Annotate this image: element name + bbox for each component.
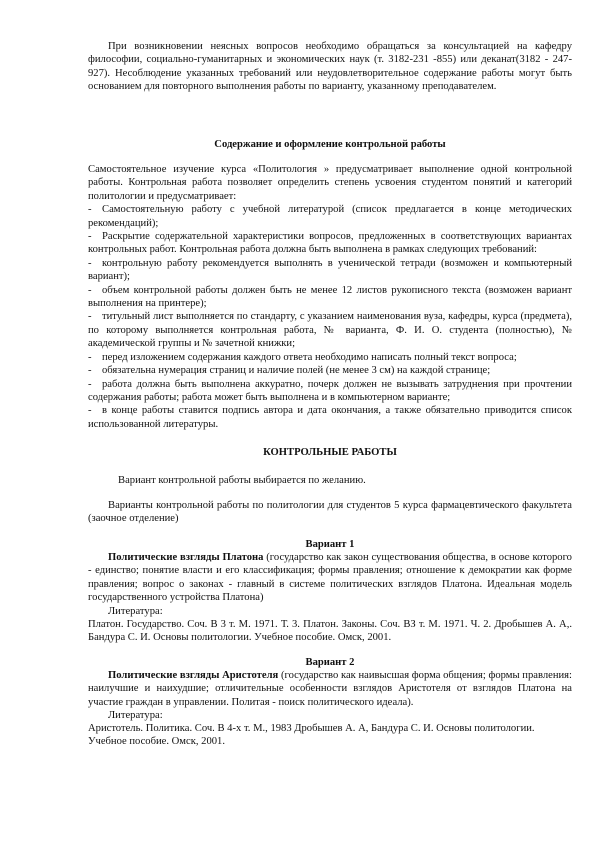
list-dash: -: [88, 365, 92, 377]
section-heading: Содержание и оформление контрольной работы: [214, 139, 446, 150]
requirement-item: [88, 351, 572, 364]
variant2-literature-label: Литература:: [108, 710, 163, 721]
requirement-text: Самостоятельную работу с учебной литературой (список предлагается в конце методических рекомендаций);: [88, 204, 572, 229]
choice-paragraph: Вариант контрольной работы выбирается по желанию.: [118, 475, 366, 486]
variant2-topic: Политические взгляды Аристотеля: [108, 670, 279, 681]
requirement-item: [88, 310, 572, 350]
requirement-item: [88, 203, 572, 230]
variant1-literature-label: Литература:: [108, 606, 163, 617]
requirement-item: [88, 284, 572, 311]
requirement-text: в конце работы ставится подпись автора и дата окончания, а также обязательно приводится список использованной литературы.: [88, 405, 572, 430]
requirement-text: объем контрольной работы должен быть не менее 12 листов рукописного текста (возможен вариант выполнения на принтере);: [88, 284, 572, 310]
requirement-text: контрольную работу рекомендуется выполнять в ученической тетради (возможен и компьютерный вариант);: [88, 257, 572, 283]
requirement-text: титульный лист выполняется по стандарту, с указанием наименования вуза, кафедры, курса (предмета), по которому выполняется контрольная работа, № варианта, Ф. И. О. студента (полностью), № академической группы и № зачетной книжки;: [88, 311, 572, 350]
list-dash: -: [88, 351, 92, 363]
intro-paragraph: При возникновении неясных вопросов необходимо обращаться за консультацией на кафедру философии, социально-гуманитарных и экономических наук (т. 3182-231 -855) или деканат(3182 - 247-927). Несоблюдение указанных требований или неудовлетворительное содержание работы могут быть основанием для повторного выполнения работы по варианту, указанному преподавателем.: [88, 41, 572, 93]
variant1-paragraph: [88, 551, 572, 605]
list-dash: -: [88, 204, 92, 216]
requirement-item: [88, 378, 572, 405]
requirement-text: перед изложением содержания каждого ответа необходимо написать полный текст вопроса;: [102, 351, 517, 363]
requirement-item: [88, 230, 572, 257]
variant1-literature: Платон. Государство. Соч. В 3 т. М. 1971. Т. 3. Платон. Законы. Соч. ВЗ т. М. 1971. Ч. 2. Дробышев А. А,. Бандура С. И. Основы политологии. Учебное пособие. Омск, 2001.: [88, 619, 572, 644]
requirement-text: Раскрытие содержательной характеристики вопросов, предложенных в соответствующих вариантах контрольных работ. Контрольная работа должна быть выполнена в рамках следующих требований:: [88, 231, 572, 256]
variant2-literature: Аристотель. Политика. Соч. В 4-х т. М., 1983 Дробышев А. А, Бандура С. И. Основы политологии. Учебное пособие. Омск, 2001.: [88, 723, 535, 748]
variant2-paragraph: [88, 669, 572, 709]
list-dash: -: [88, 257, 92, 269]
requirement-text: работа должна быть выполнена аккуратно, почерк должен не вызывать затруднения при прочтении содержания работы; работа может быть выполнена и в компьютерном варианте;: [88, 378, 572, 403]
variant2-title: Вариант 2: [305, 657, 355, 668]
requirement-text: обязательна нумерация страниц и наличие полей (не менее 3 см) на каждой странице;: [102, 365, 491, 377]
variants-intro-paragraph: Варианты контрольной работы по политологии для студентов 5 курса фармацевтического факультета (заочное отделение): [88, 500, 572, 525]
section-paragraph: Самостоятельное изучение курса «Политология » предусматривает выполнение одной контрольной работы. Контрольная работа позволяет определить степень усвоения студентом понятий и категорий политологии и предусматривает:: [88, 164, 572, 202]
variant1-topic: Политические взгляды Платона: [108, 552, 264, 563]
list-dash: -: [88, 231, 92, 243]
requirement-item: [88, 404, 572, 431]
list-dash: -: [88, 311, 92, 323]
requirements-list: [88, 203, 572, 431]
list-dash: -: [88, 378, 92, 390]
list-dash: -: [88, 405, 92, 417]
list-dash: -: [88, 284, 92, 296]
works-heading: КОНТРОЛЬНЫЕ РАБОТЫ: [263, 447, 397, 458]
variant2-body: (государство как наивысшая форма общения; формы правления: наилучшие и наихудшие; отличительные особенности взглядов Аристотеля от взглядов Платона на участие граждан в управлении. Политая - поиск политического идеала).: [88, 670, 572, 708]
variant1-title: Вариант 1: [305, 539, 355, 550]
requirement-item: [88, 364, 572, 377]
requirement-item: [88, 257, 572, 284]
requirements-block: [88, 163, 572, 431]
variant1-body: (государство как закон существования общества, в основе которого - единство; понятие власти и его классификация; формы правления; отношение к демократии как форме правления; вопрос о законах - главный в системе политических взглядов Платона. Идеальная модель государственного устройства Платона): [88, 552, 572, 604]
